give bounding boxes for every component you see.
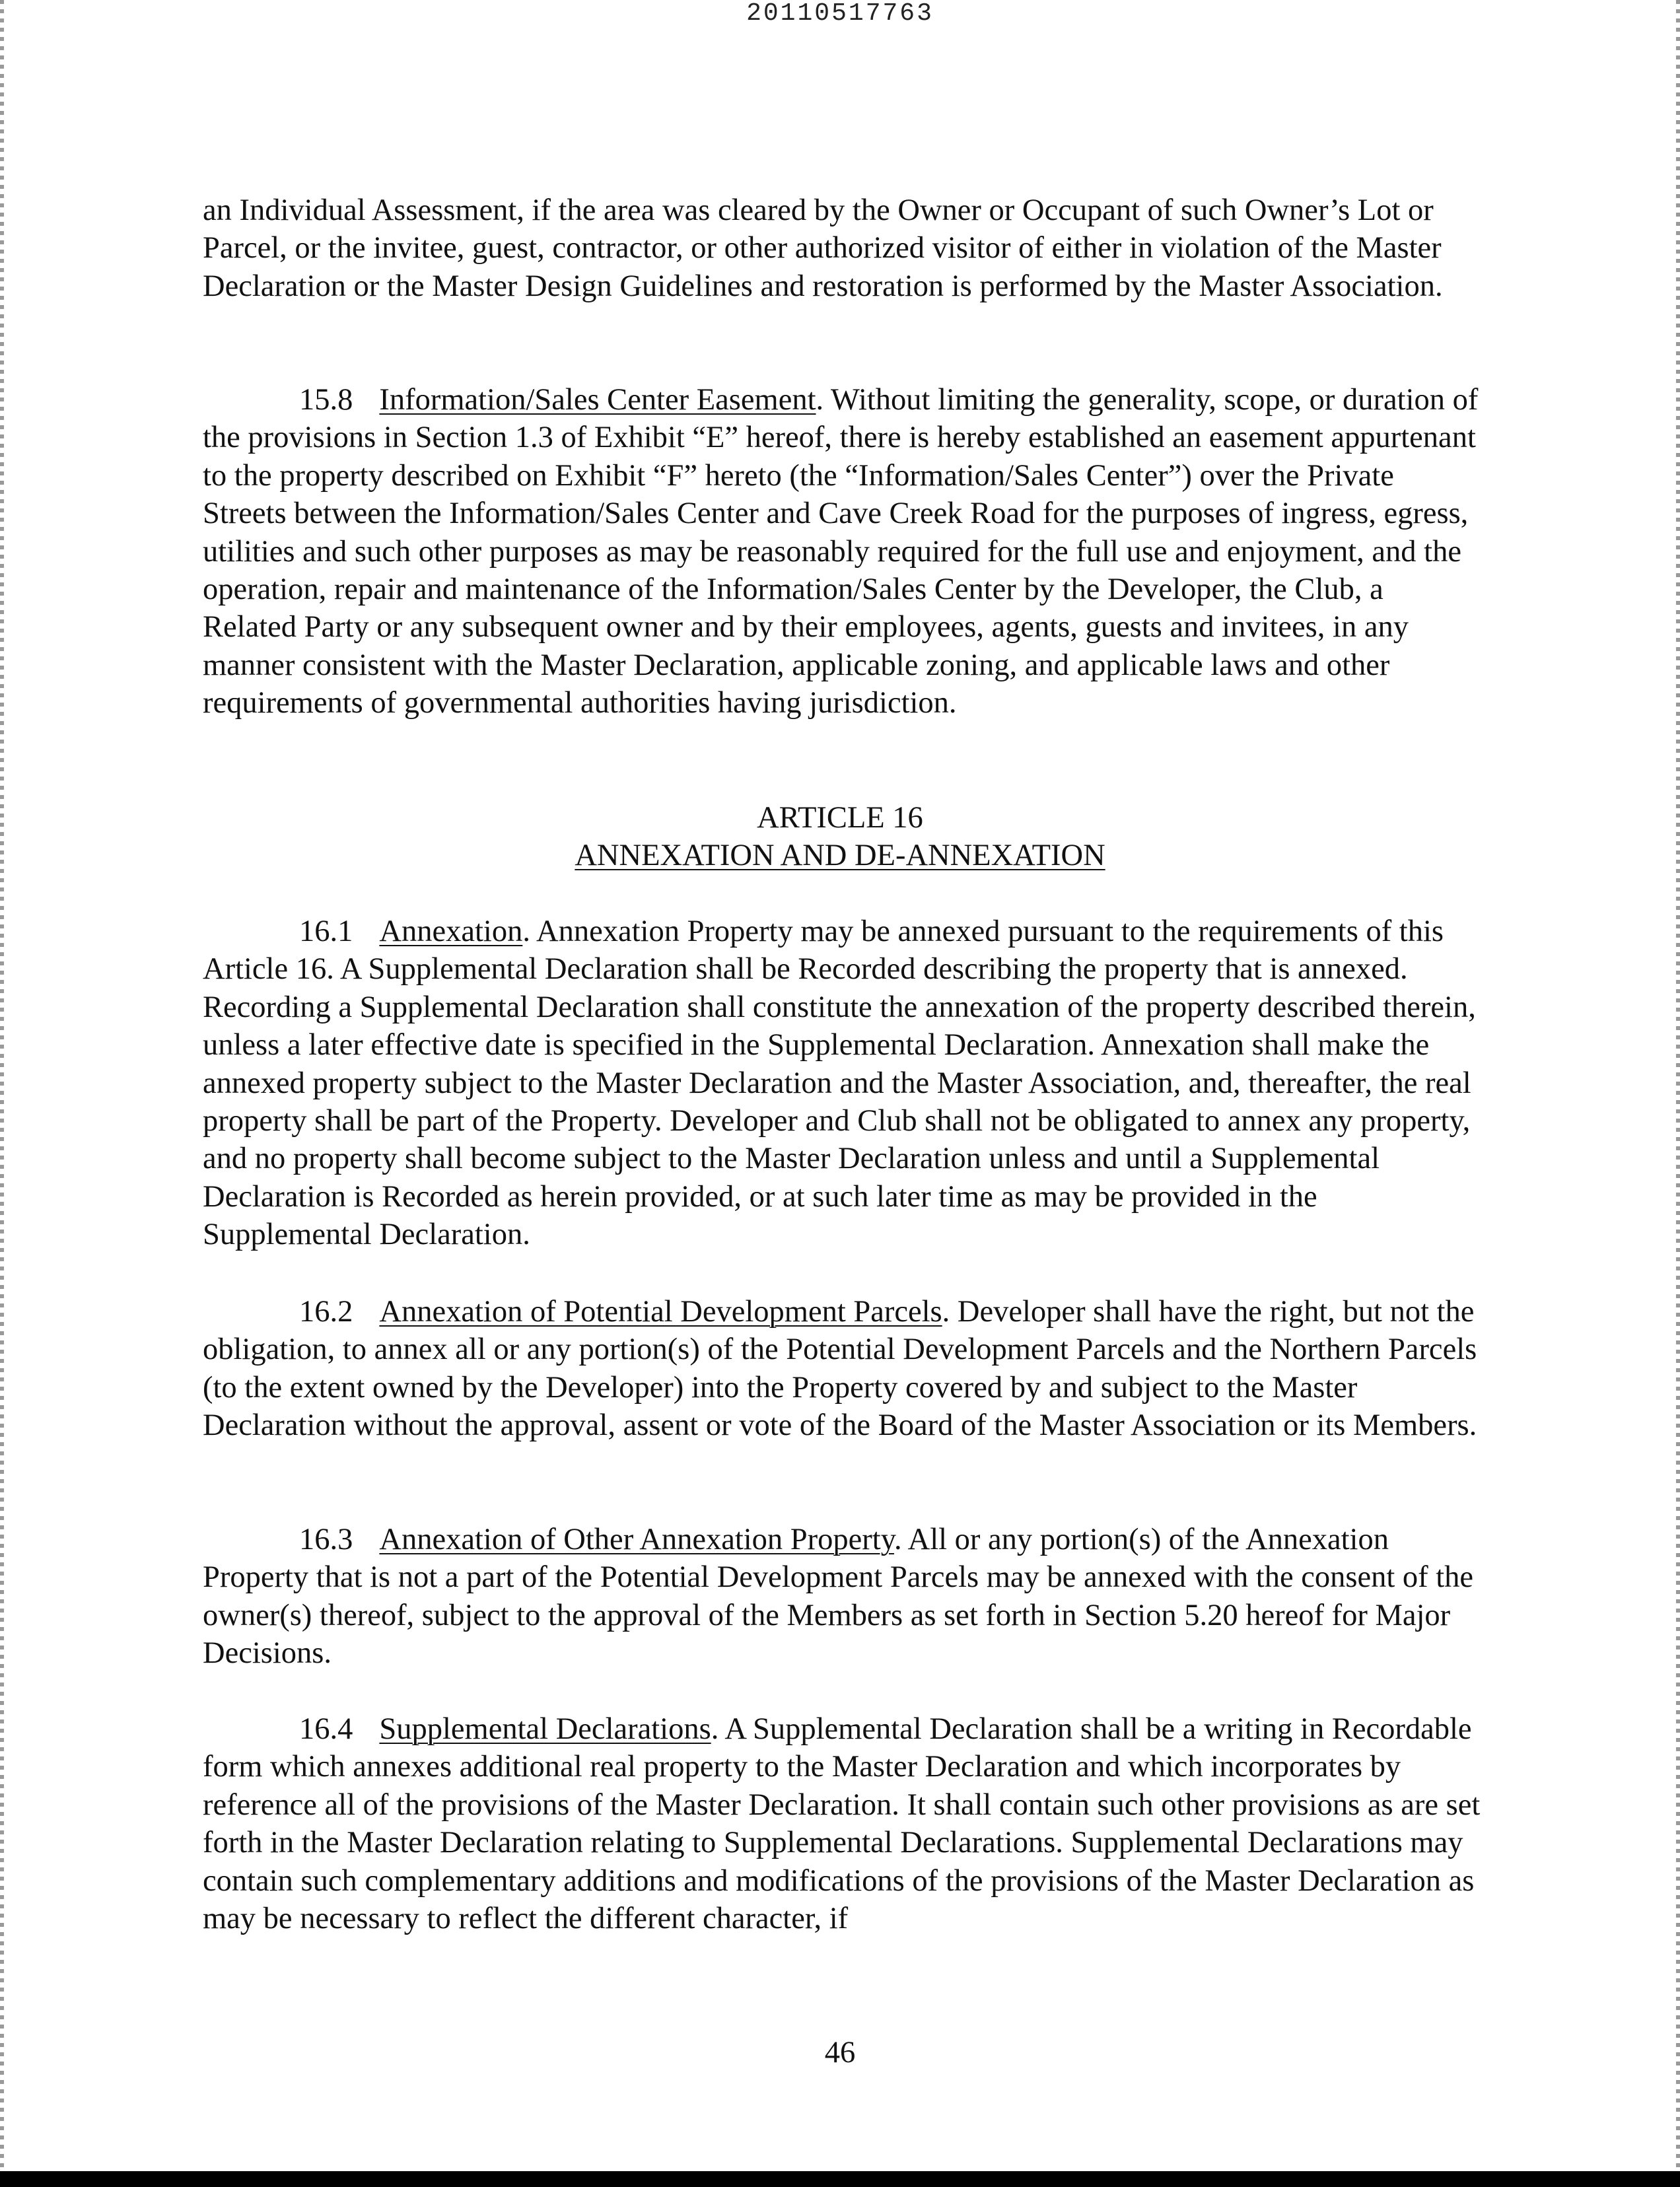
section-number: 16.4	[299, 1712, 353, 1746]
section-number: 16.2	[299, 1295, 353, 1329]
section-15-8	[203, 381, 1484, 722]
section-16-1	[203, 913, 1484, 1254]
section-title: Supplemental Declarations	[379, 1712, 711, 1746]
scan-right-edge	[1676, 0, 1680, 2167]
section-text: . A Supplemental Declaration shall be a writing in Recordable form which annexes additional real property to the Master Declaration and which incorporates by reference all of the provisions of the Master Declaration. It shall contain such other provisions as are set forth in the Master Declaration relating to Supplemental Declarations. Supplemental Declarations may contain such complementary additions and modifications of the provisions of the Master Declaration as may be necessary to reflect the different character, if	[203, 1712, 1481, 1936]
scan-bottom-border	[0, 2171, 1680, 2187]
paragraph-continuation	[203, 191, 1484, 305]
section-title: Annexation of Potential Development Parcels	[379, 1295, 942, 1329]
article-title	[0, 837, 1680, 874]
section-16-3	[203, 1521, 1484, 1673]
article-label: ARTICLE 16	[757, 801, 923, 835]
section-title: Information/Sales Center Easement	[379, 383, 816, 417]
paragraph-text: an Individual Assessment, if the area was cleared by the Owner or Occupant of such Owner’s Lot or Parcel, or the invitee, guest, contractor, or other authorized visitor of either in violation of the Master Declaration or the Master Design Guidelines and restoration is performed by the Master Association.	[203, 193, 1443, 303]
section-text: . Without limiting the generality, scope, or duration of the provisions in Section 1.3 of Exhibit “E” hereof, there is hereby established an easement appurtenant to the property described on Exhibit “F” hereto (the “Information/Sales Center”) over the Private Streets between the Information/Sales Center and Cave Creek Road for the purposes of ingress, egress, utilities and such other purposes as may be reasonably required for the full use and enjoyment, and the operation, repair and maintenance of the Information/Sales Center by the Developer, the Club, a Related Party or any subsequent owner and by their employees, agents, guests and invitees, in any manner consistent with the Master Declaration, applicable zoning, and applicable laws and other requirements of governmental authorities having jurisdiction.	[203, 383, 1479, 720]
section-text: . All or any portion(s) of the Annexation Property that is not a part of the Potential Development Parcels may be annexed with the consent of the owner(s) thereof, subject to the approval of the Members as set forth in Section 5.20 hereof for Major Decisions.	[203, 1523, 1474, 1671]
scan-left-edge	[0, 0, 4, 2167]
section-number: 15.8	[299, 383, 353, 417]
section-title: Annexation of Other Annexation Property	[379, 1523, 894, 1556]
page-number: 46	[824, 2036, 856, 2069]
section-16-2	[203, 1293, 1484, 1445]
section-text: . Annexation Property may be annexed pursuant to the requirements of this Article 16. A Supplemental Declaration shall be Recorded describing the property that is annexed. Recording a Supplemental Declaration shall constitute the annexation of the property described therein, unless a later effective date is specified in the Supplemental Declaration. Annexation shall make the annexed property subject to the Master Declaration and the Master Association, and, thereafter, the real property shall be part of the Property. Developer and Club shall not be obligated to annex any property, and no property shall become subject to the Master Declaration unless and until a Supplemental Declaration is Recorded as herein provided, or at such later time as may be provided in the Supplemental Declaration.	[203, 915, 1476, 1252]
section-16-4	[203, 1710, 1484, 1937]
document-number: 20110517763	[746, 0, 934, 28]
section-number: 16.1	[299, 915, 353, 948]
section-number: 16.3	[299, 1523, 353, 1556]
section-text: . Developer shall have the right, but not the obligation, to annex all or any portion(s) of the Potential Development Parcels and the Northern Parcels (to the extent owned by the Developer) into the Property covered by and subject to the Master Declaration without the approval, assent or vote of the Board of the Master Association or its Members.	[203, 1295, 1477, 1443]
section-title: Annexation	[379, 915, 523, 948]
article-title-text: ANNEXATION AND DE-ANNEXATION	[575, 839, 1105, 872]
